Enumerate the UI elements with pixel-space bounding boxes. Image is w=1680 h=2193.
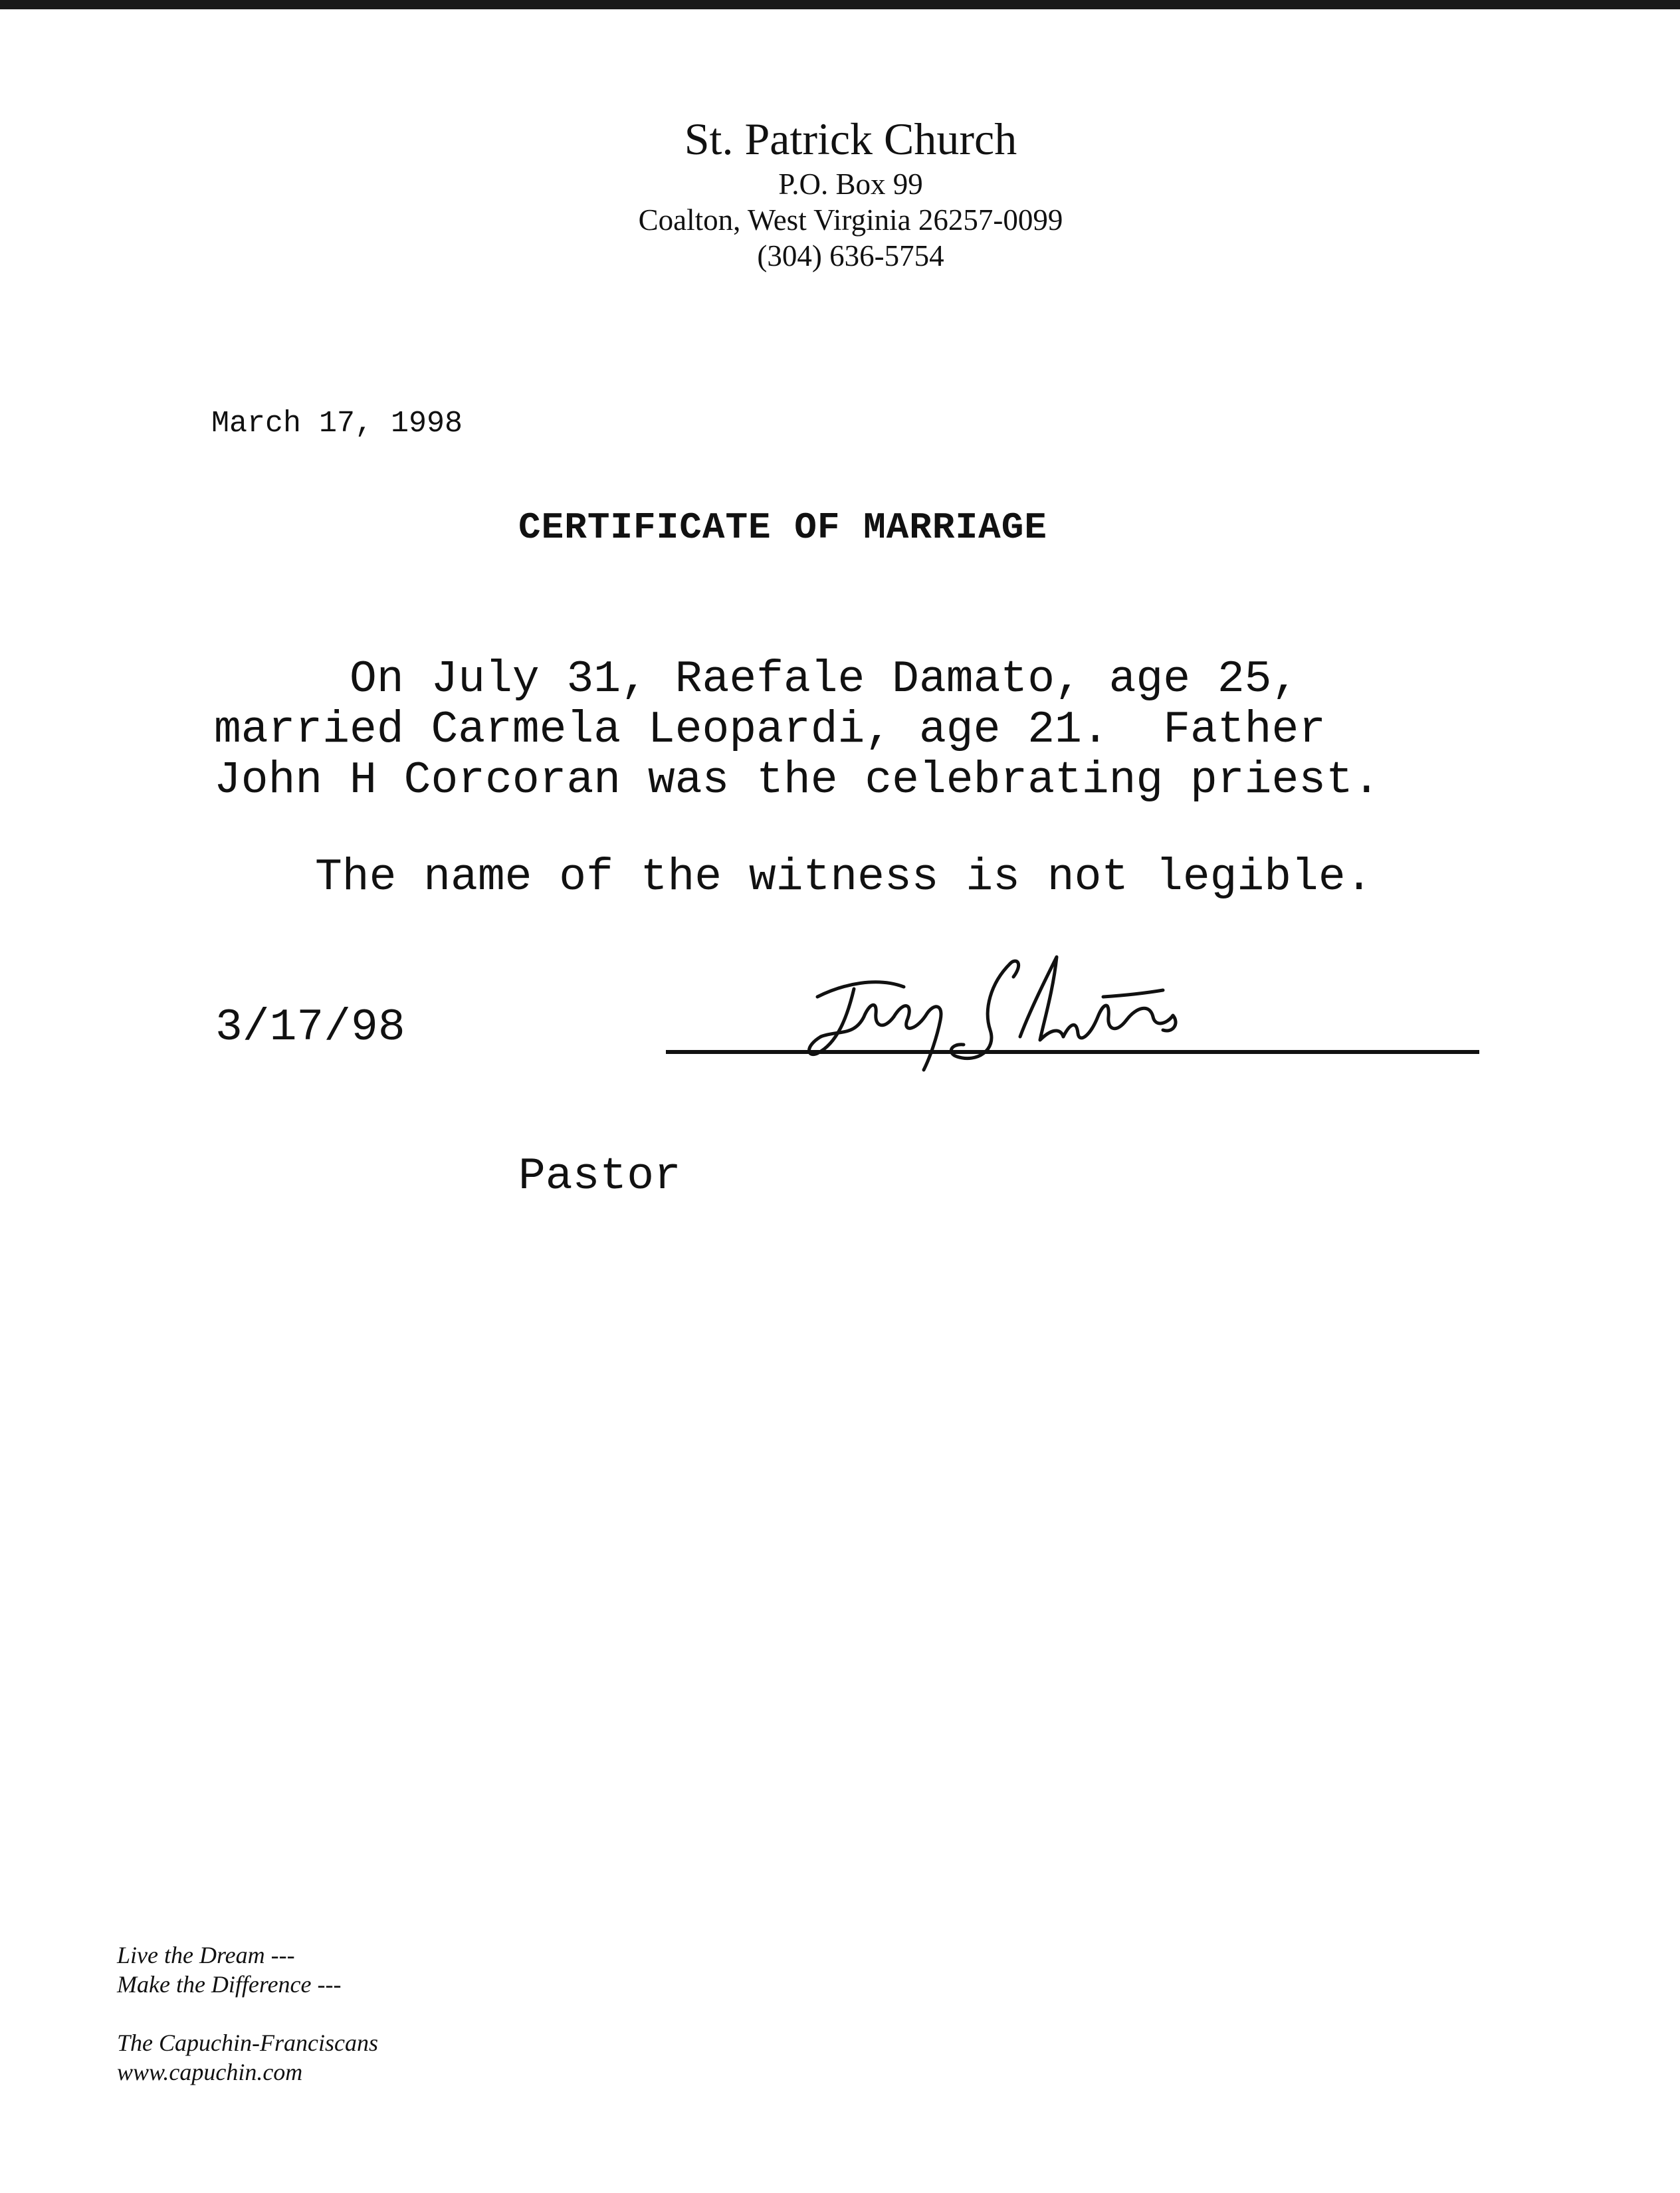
footer-slogan-line-1: Live the Dream --- xyxy=(117,1942,295,1968)
church-name: St. Patrick Church xyxy=(684,114,1017,164)
paragraph-line-1: On July 31, Raefale Damato, age 25, xyxy=(214,654,1299,705)
paragraph-line-2: married Carmela Leopardi, age 21. Father xyxy=(214,704,1326,756)
certificate-paragraph xyxy=(214,655,1380,806)
po-box: P.O. Box 99 xyxy=(778,167,923,201)
signature-date: 3/17/98 xyxy=(215,1002,405,1053)
paragraph-line-3: John H Corcoran was the celebrating priest. xyxy=(214,755,1380,806)
signer-title: Pastor xyxy=(518,1151,681,1202)
letterhead xyxy=(0,112,1680,274)
footer-website: www.capuchin.com xyxy=(117,2059,303,2085)
witness-note: The name of the witness is not legible. xyxy=(315,852,1373,903)
scan-edge xyxy=(0,0,1680,9)
footer-spacer xyxy=(117,1999,378,2028)
phone-number: (304) 636-5754 xyxy=(757,239,944,272)
footer-slogan-line-2: Make the Difference --- xyxy=(117,1971,342,1998)
pastor-signature xyxy=(791,937,1256,1090)
certificate-title: CERTIFICATE OF MARRIAGE xyxy=(518,506,1047,549)
footer xyxy=(117,1940,378,2087)
letter-date: March 17, 1998 xyxy=(211,407,463,441)
city-state-zip: Coalton, West Virginia 26257-0099 xyxy=(638,203,1063,237)
footer-organization: The Capuchin-Franciscans xyxy=(117,2030,378,2056)
